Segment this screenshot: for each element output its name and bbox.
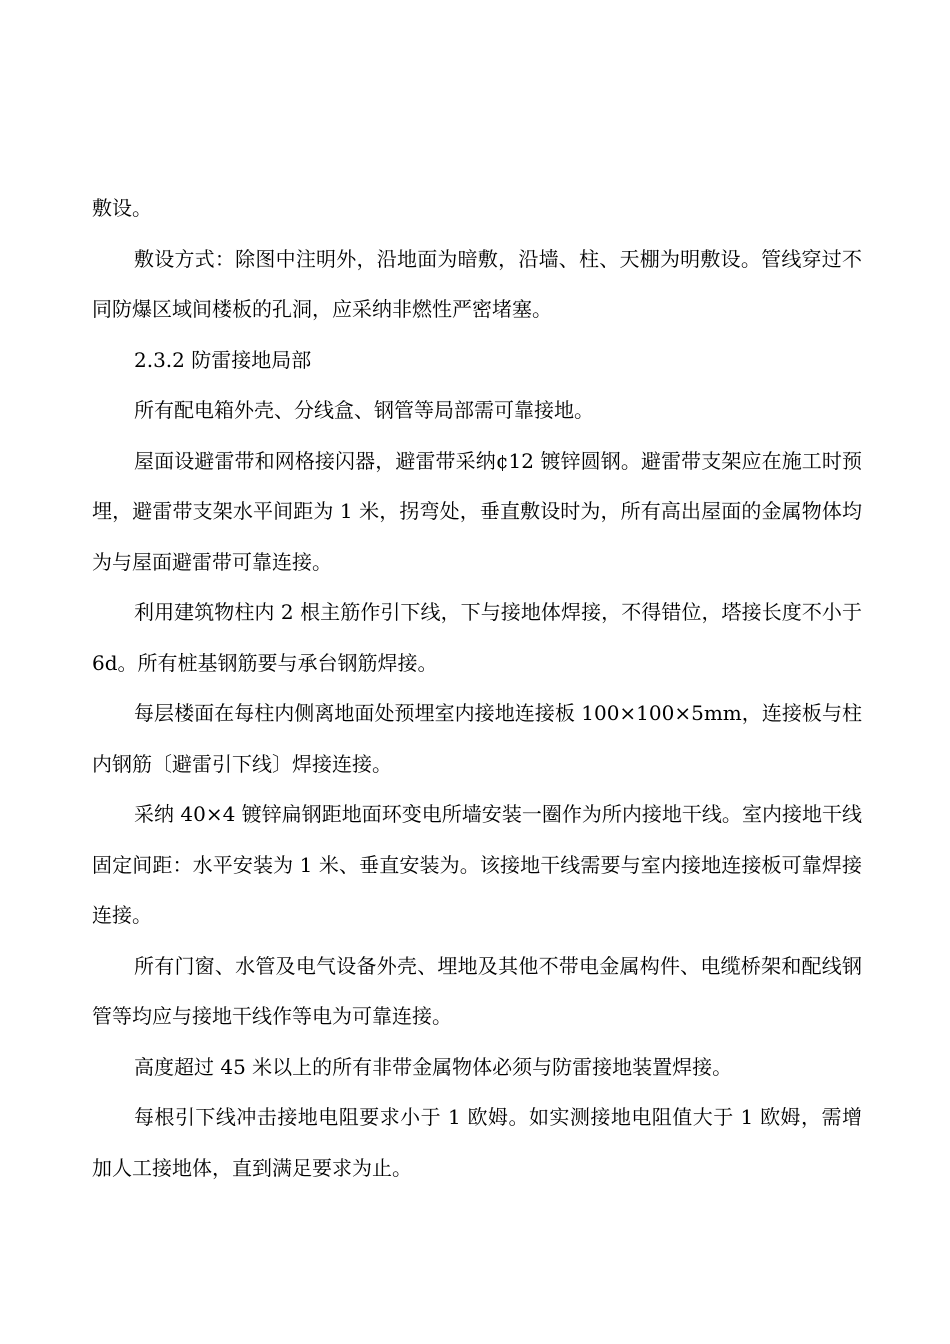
section-heading: 2.3.2 防雷接地局部 [134,347,312,372]
paragraph-connection-plate: 每层楼面在每柱内侧离地面处预埋室内接地连接板 100×100×5mm，连接板与柱内钢筋〔避雷引下线〕焊接连接。 [92,701,862,776]
paragraph-equipotential: 所有门窗、水管及电气设备外壳、埋地及其他不带电金属构件、电缆桥架和配线钢管等均应与接地干线作等电为可靠连接。 [92,953,862,1028]
paragraph-resistance: 每根引下线冲击接地电阻要求小于 1 欧姆。如实测接地电阻值大于 1 欧姆，需增加人工接地体，直到满足要求为止。 [92,1105,862,1180]
paragraph-ground-trunk: 采纳 40×4 镀锌扁钢距地面环变电所墙安装一圈作为所内接地干线。室内接地干线固定间距：水平安装为 1 米、垂直安装为。该接地干线需要与室内接地连接板可靠焊接连接。 [92,802,862,927]
paragraph-grounding: 所有配电箱外壳、分线盒、钢管等局部需可靠接地。 [134,398,594,422]
paragraph-lightning-belt: 屋面设避雷带和网格接闪器，避雷带采纳¢12 镀锌圆钢。避雷带支架应在施工时预埋，避雷带支架水平间距为 1 米，拐弯处，垂直敷设时为，所有高出屋面的金属物体均为与屋面避雷带可靠连接。 [92,448,862,574]
paragraph-laying-method: 敷设方式：除图中注明外，沿地面为暗敷，沿墙、柱、天棚为明敷设。管线穿过不同防爆区域间楼板的孔洞，应采纳非燃性严密堵塞。 [92,246,862,321]
paragraph-height-limit: 高度超过 45 米以上的所有非带金属物体必须与防雷接地装置焊接。 [134,1054,733,1079]
paragraph-down-conductor: 利用建筑物柱内 2 根主筋作引下线，下与接地体焊接，不得错位，塔接长度不小于 6d。所有桩基钢筋要与承台钢筋焊接。 [92,600,862,675]
document-body [92,183,862,1193]
paragraph-continuation: 敷设。 [92,196,152,220]
